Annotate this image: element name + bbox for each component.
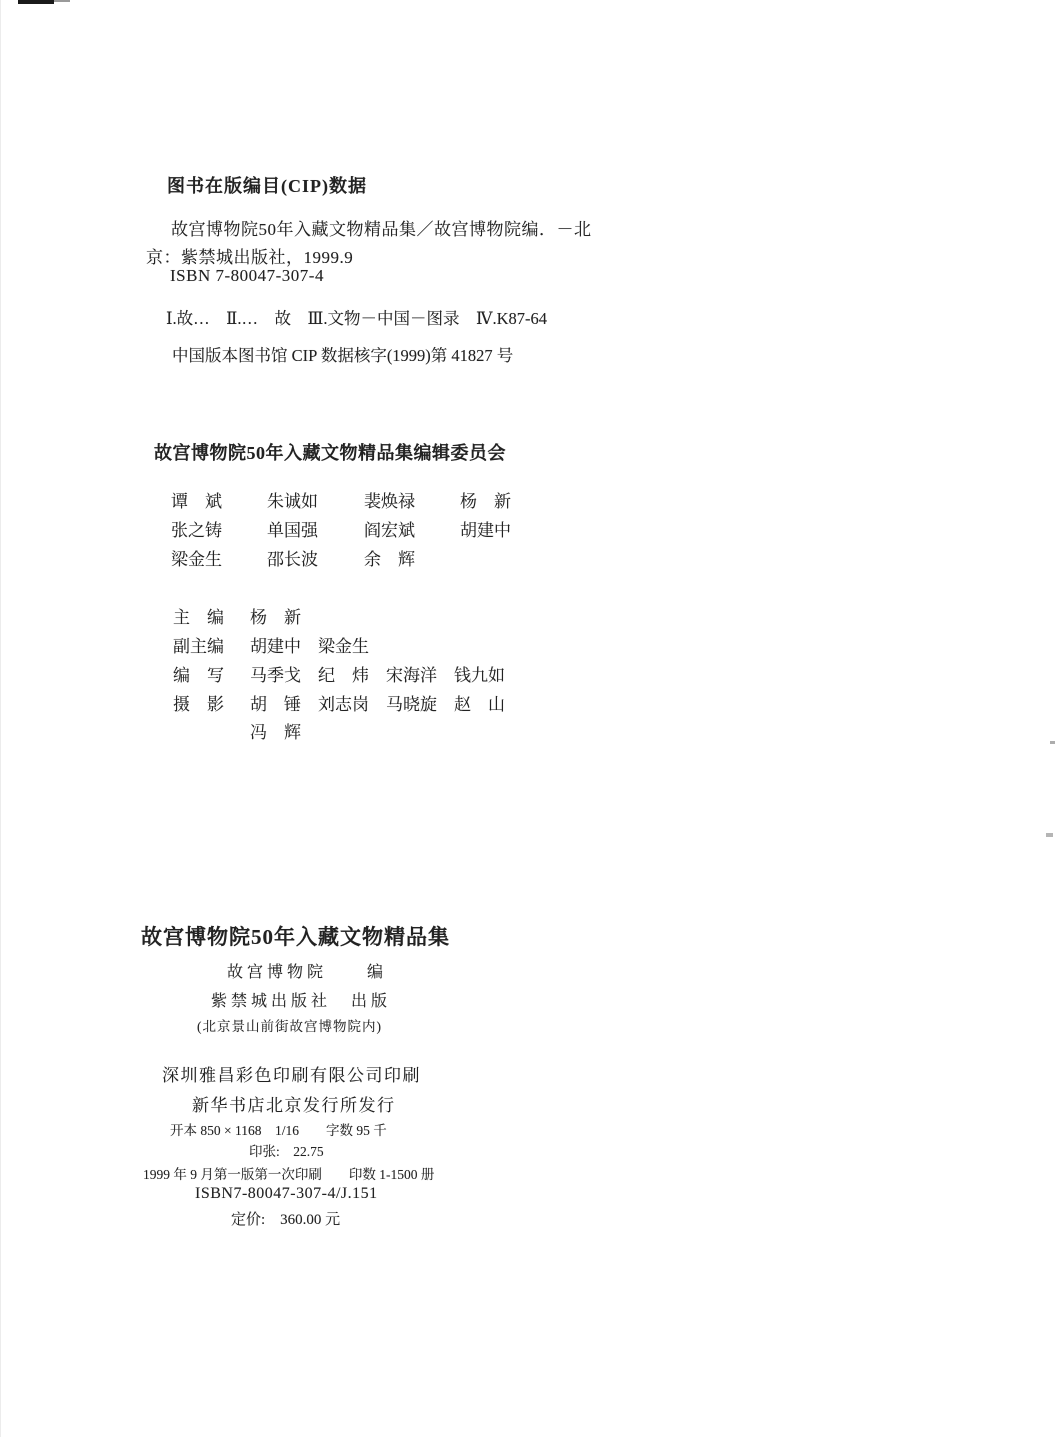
committee-member: 单国强 [267, 521, 318, 540]
committee-member: 梁金生 [171, 550, 222, 569]
staff-role: 摄 影 [173, 695, 224, 714]
cip-heading: 图书在版编目(CIP)数据 [167, 176, 367, 196]
scan-artifact-right-2 [1046, 833, 1053, 837]
staff-role: 副主编 [173, 637, 224, 656]
staff-names: 胡建中 梁金生 [250, 637, 369, 656]
scan-artifact-right-1 [1050, 741, 1055, 744]
colophon-distributor-line: 新华书店北京发行所发行 [192, 1096, 396, 1115]
colophon-isbn-line: ISBN7-80047-307-4/J.151 [195, 1185, 378, 1202]
staff-names: 胡 锤 刘志岗 马晓旋 赵 山 [250, 695, 505, 714]
staff-names: 马季戈 纪 炜 宋海洋 钱九如 [250, 666, 505, 685]
staff-role: 编 写 [173, 666, 224, 685]
committee-member: 余 辉 [364, 550, 415, 569]
cip-classification: Ⅰ.故… Ⅱ.… 故 Ⅲ.文物－中国－图录 Ⅳ.K87-64 [166, 309, 548, 328]
committee-member: 张之铸 [171, 521, 222, 540]
colophon-title: 故宫博物院50年入藏文物精品集 [141, 925, 450, 949]
committee-title: 故宫博物院50年入藏文物精品集编辑委员会 [154, 443, 506, 463]
staff-role: 主 编 [173, 608, 224, 627]
staff-row [156, 698, 301, 763]
colophon-printer-line: 深圳雅昌彩色印刷有限公司印刷 [162, 1066, 421, 1085]
scan-artifact-top-left-2 [54, 0, 70, 2]
cip-description-line-1: 故宫博物院50年入藏文物精品集／故宫博物院编．－北 [171, 220, 592, 239]
committee-member: 阎宏斌 [364, 521, 415, 540]
committee-member: 杨 新 [460, 492, 511, 511]
committee-member: 朱诚如 [267, 492, 318, 511]
staff-names: 杨 新 [250, 608, 301, 627]
colophon-address-line: (北京景山前街故宫博物院内) [197, 1019, 382, 1034]
colophon-editor-line: 故宫博物院 编 [227, 964, 388, 981]
cip-description-line-2: 京：紫禁城出版社，1999.9 [146, 248, 354, 267]
colophon-edition-line: 1999 年 9 月第一版第一次印刷 印数 1-1500 册 [143, 1167, 435, 1182]
cip-record-number: 中国版本图书馆 CIP 数据核字(1999)第 41827 号 [172, 346, 514, 365]
committee-member: 胡建中 [460, 521, 511, 540]
cip-isbn: ISBN 7-80047-307-4 [170, 266, 324, 285]
colophon-publisher-line: 紫禁城出版社 出版 [211, 993, 392, 1010]
staff-names: 冯 辉 [250, 723, 301, 742]
colophon-price-line: 定价: 360.00 元 [231, 1212, 341, 1228]
colophon-sheets-line: 印张: 22.75 [249, 1144, 324, 1159]
committee-member: 裴焕禄 [364, 492, 415, 511]
scan-edge-line [0, 0, 1, 1437]
committee-member: 谭 斌 [171, 492, 222, 511]
committee-row [154, 525, 415, 590]
scan-artifact-top-left [18, 0, 54, 4]
colophon-format-line: 开本 850 × 1168 1/16 字数 95 千 [170, 1123, 387, 1138]
committee-member: 邵长波 [267, 550, 318, 569]
